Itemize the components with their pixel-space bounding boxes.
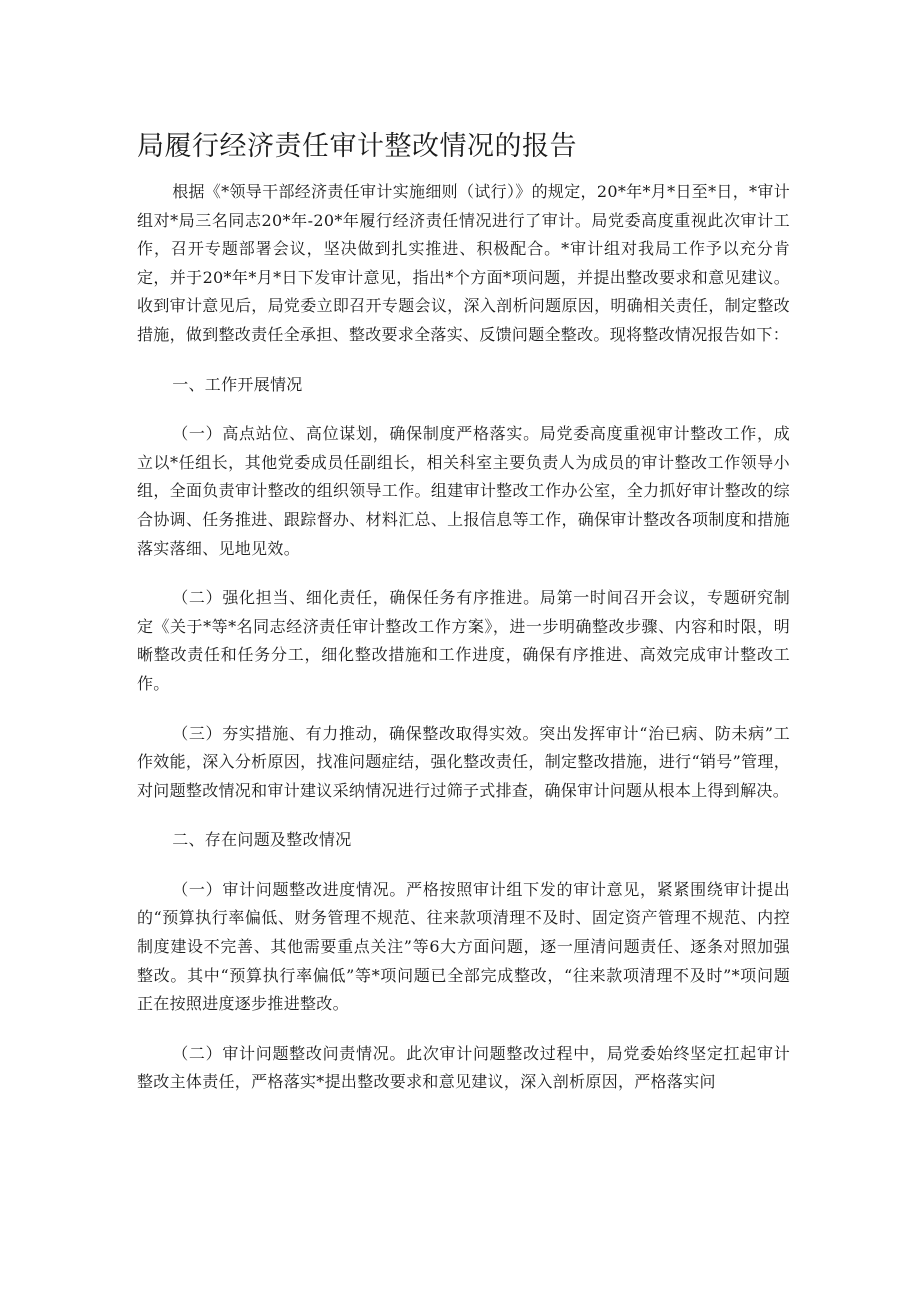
section-heading-work: 一、工作开展情况 xyxy=(172,374,303,394)
document-title: 局履行经济责任审计整改情况的报告 xyxy=(137,131,577,162)
paragraph-work-3: （三）夯实措施、有力推动，确保整改取得实效。突出发挥审计“治已病、防未病”工作效能，深入分析原因，找准问题症结，强化整改责任，制定整改措施，进行“销号”管理，对问题整改情况和审计建议采纳情况进行过筛子式排查，确保审计问题从根本上得到解决。 xyxy=(137,723,790,800)
paragraph-work-1: （一）高点站位、高位谋划，确保制度严格落实。局党委高度重视审计整改工作，成立以*任组长，其他党委成员任副组长，相关科室主要负责人为成员的审计整改工作领导小组，全面负责审计整改的组织领导工作。组建审计整改工作办公室，全力抓好审计整改的综合协调、任务推进、跟踪督办、材料汇总、上报信息等工作，确保审计整改各项制度和措施落实落细、见地见效。 xyxy=(137,424,790,558)
paragraph-work-2: （二）强化担当、细化责任，确保任务有序推进。局第一时间召开会议，专题研究制定《关于*等*名同志经济责任审计整改工作方案》，进一步明确整改步骤、内容和时限，明晰整改责任和任务分工，细化整改措施和工作进度，确保有序推进、高效完成审计整改工作。 xyxy=(137,588,790,693)
section-heading-problems: 二、存在问题及整改情况 xyxy=(172,830,352,850)
document-body xyxy=(137,178,790,1118)
intro-paragraph: 根据《*领导干部经济责任审计实施细则（试行）》的规定，20*年*月*日至*日，*审计组对*局三名同志20*年-20*年履行经济责任情况进行了审计。局党委高度重视此次审计工作，召开专题部署会议，坚决做到扎实推进、积极配合。*审计组对我局工作予以充分肯定，并于20*年*月*日下发审计意见，指出*个方面*项问题，并提出整改要求和意见建议。收到审计意见后，局党委立即召开专题会议，深入剖析问题原因，明确相关责任，制定整改措施，做到整改责任全承担、整改要求全落实、反馈问题全整改。现将整改情况报告如下： xyxy=(137,182,790,344)
paragraph-problems-2: （二）审计问题整改问责情况。此次审计问题整改过程中，局党委始终坚定扛起审计整改主体责任，严格落实*提出整改要求和意见建议，深入剖析原因，严格落实问 xyxy=(137,1043,790,1092)
paragraph-problems-1: （一）审计问题整改进度情况。严格按照审计组下发的审计意见，紧紧围绕审计提出的“预算执行率偏低、财务管理不规范、往来款项清理不及时、固定资产管理不规范、内控制度建设不完善、其他需要重点关注”等6大方面问题，逐一厘清问题责任、逐条对照加强整改。其中“预算执行率偏低”等*项问题已全部完成整改，“往来款项清理不及时”*项问题正在按照进度逐步推进整改。 xyxy=(137,879,790,1014)
